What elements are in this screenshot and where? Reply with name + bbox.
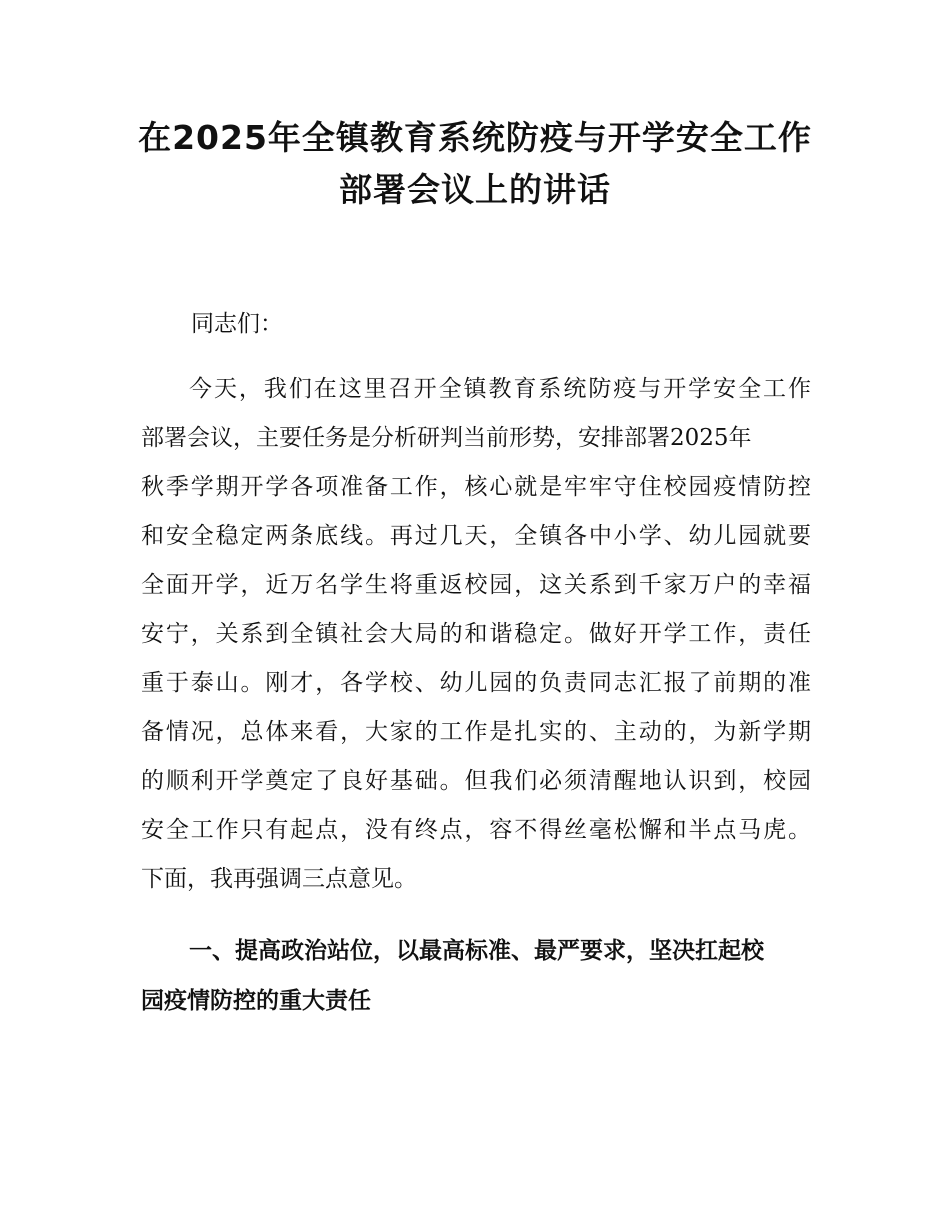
section-heading-1-line-2: 园疫情防控的重大责任 [141,988,371,1014]
paragraph-1-line-10: 安全工作只有起点，没有终点，容不得丝毫松懈和半点马虎。 [141,817,811,843]
paragraph-1 [141,365,811,904]
paragraph-1-line-1: 今天，我们在这里召开全镇教育系统防疫与开学安全工作 [189,376,811,402]
paragraph-1-line-4: 和安全稳定两条底线。再过几天，全镇各中小学、幼儿园就要 [141,523,811,549]
paragraph-1-line-3: 秋季学期开学各项准备工作，核心就是牢牢守住校园疫情防控 [141,474,811,500]
paragraph-1-line-11: 下面，我再强调三点意见。 [141,866,417,892]
paragraph-1-line-2: 部署会议，主要任务是分析研判当前形势，安排部署2025年 [141,425,752,451]
paragraph-1-line-6: 安宁，关系到全镇社会大局的和谐稳定。做好开学工作，责任 [141,621,811,647]
paragraph-1-line-5: 全面开学，近万名学生将重返校园，这关系到千家万户的幸福 [141,572,811,598]
document-title-line-2: 部署会议上的讲话 [339,170,611,209]
salutation: 同志们： [191,311,283,337]
section-heading-1-line-1: 一、提高政治站位，以最高标准、最严要求，坚决扛起校 [189,938,764,964]
document-title-line-1: 在2025年全镇教育系统防疫与开学安全工作 [138,118,812,157]
section-heading-1 [141,926,811,1026]
paragraph-1-line-7: 重于泰山。刚才，各学校、幼儿园的负责同志汇报了前期的准 [141,670,811,696]
paragraph-1-line-8: 备情况，总体来看，大家的工作是扎实的、主动的，为新学期 [141,719,811,745]
paragraph-1-line-9: 的顺利开学奠定了良好基础。但我们必须清醒地认识到，校园 [141,768,811,794]
